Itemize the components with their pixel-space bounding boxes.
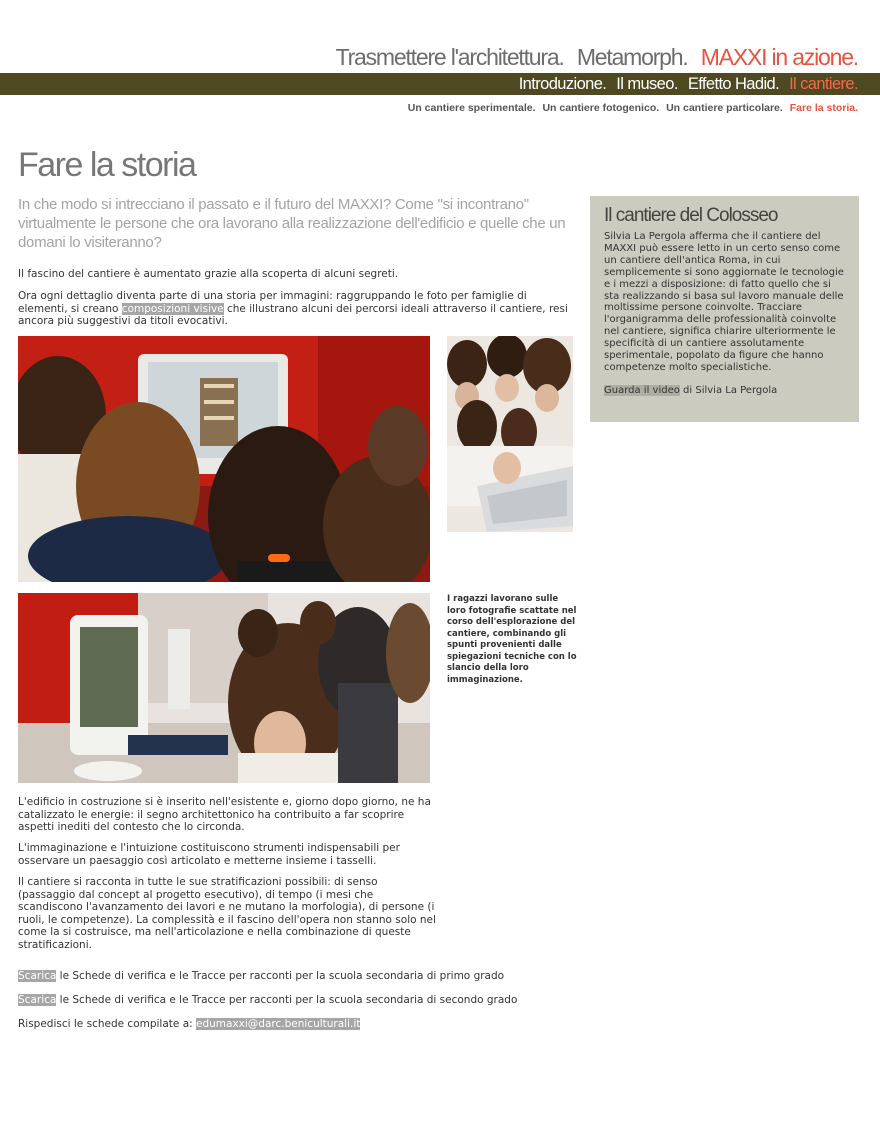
email-link[interactable]: edumaxxi@darc.beniculturali.it [196,1018,361,1030]
section-nav [513,73,858,95]
photo-students-at-monitor [18,336,430,582]
section-nav-item-cantiere[interactable]: Il cantiere. [789,75,858,93]
photo-girls-around-laptop-image [447,336,573,532]
sub-nav-item-particolare[interactable]: Un cantiere particolare. [666,102,783,114]
download-primo-grado [18,970,578,983]
sidebar-title: Il cantiere del Colosseo [604,205,778,226]
sidebar-text: Silvia La Pergola afferma che il cantiere del MAXXI può essere letto in un certo senso come un cantiere dell'antica Roma, in cui semplicemente si sono aggiornate le tecnologie e i mezzi a disposizione: di fatto quello che si sta realizzando si basa sul lavoro manuale delle moltissime persone coinvolte. Tracciare l'organigramma delle professionalità coinvolte nel cantiere, significa chiarire ulteriormente le specificità di un cantiere assolutamente sperimentale, popolato da figure che hanno competenze molto specialistiche. [604,231,844,373]
paragraph-stratificazioni: Il cantiere si racconta in tutte le sue stratificazioni possibili: di senso (passaggio dal concept al progetto esecutivo), di tempo (i mesi che scandiscono l'avanzamento dei lavori e ne mutano la morfologia), di persone (i ruoli, le competenze). La complessità e il fascino dell'opera non stanno solo nel come la si costruisce, ma nell'articolazione e nella combinazione di queste stratificazioni. [18,876,436,951]
video-link[interactable]: Guarda il video [604,384,680,396]
photo-computer-lab [18,593,430,783]
intro-text: In che modo si intrecciano il passato e il futuro del MAXXI? Come "si incontrano" virtualmente le persone che ora lavorano alla realizzazione dell'edificio e quelle che un domani lo visiteranno? [18,196,566,251]
paragraph-dettaglio-before: Ora ogni dettaglio diventa parte di una storia per immagini: raggruppando le foto per famiglie di elementi, si creano [18,290,527,315]
download-secondo-grado [18,994,578,1007]
section-nav-band [0,73,880,95]
video-link-suffix: di Silvia La Pergola [679,384,778,396]
section-nav-item-museo[interactable]: Il museo. [616,75,678,93]
photo-girls-around-laptop [447,336,573,532]
download-text-secondo-grado: le Schede di verifica e le Tracce per racconti per la scuola secondaria di secondo grado [56,994,518,1006]
paragraph-dettaglio [18,290,578,328]
section-nav-item-introduzione[interactable]: Introduzione. [518,75,607,93]
sub-nav [404,102,858,114]
send-forms-text: Rispedisci le schede compilate a: [18,1018,197,1030]
top-nav-item-trasmettere[interactable]: Trasmettere l'architettura. [335,44,564,70]
sub-nav-item-sperimentale[interactable]: Un cantiere sperimentale. [407,102,536,114]
photo-students-at-monitor-image [18,336,430,582]
section-nav-item-effetto-hadid[interactable]: Effetto Hadid. [687,75,780,93]
photo-caption: I ragazzi lavorano sulle loro fotografie scattate nel corso dell'esplorazione del cantiere, combinando gli spunti provenienti dalle spiegazioni tecniche con lo slancio della loro immaginazione. [447,594,577,685]
paragraph-dettaglio-after: che illustrano alcuni dei percorsi ideali attraverso il cantiere, resi ancora più suggestivi da titoli evocativi. [18,302,568,327]
paragraph-immaginazione: L'immaginazione e l'intuizione costituiscono strumenti indispensabili per osservare un paesaggio così articolato e metterne insieme i tasselli. [18,842,400,867]
paragraph-edificio: L'edificio in costruzione si è inserito nell'esistente e, giorno dopo giorno, ne ha catalizzato le energie: il segno architettonico ha contribuito a far scoprire aspetti inediti del contesto che lo circonda. [18,796,431,833]
download-link-primo-grado[interactable]: Scarica [18,970,57,982]
top-nav [328,44,858,71]
sidebar-video [604,385,847,396]
top-nav-item-maxxi-in-azione[interactable]: MAXXI in azione. [700,44,858,70]
download-link-secondo-grado[interactable]: Scarica [18,994,57,1006]
sub-nav-item-fotogenico[interactable]: Un cantiere fotogenico. [542,102,660,114]
download-text-primo-grado: le Schede di verifica e le Tracce per racconti per la scuola secondaria di primo grado [56,970,505,982]
paragraph-fascino: Il fascino del cantiere è aumentato grazie alla scoperta di alcuni segreti. [18,268,399,280]
send-forms [18,1018,578,1031]
photo-computer-lab-image [18,593,430,783]
sub-nav-item-fare-la-storia[interactable]: Fare la storia. [789,102,858,114]
composizioni-visive-link[interactable]: composizioni visive [121,302,224,315]
sidebar-colosseo [590,196,859,422]
page-title: Fare la storia [18,146,196,184]
top-nav-item-metamorph[interactable]: Metamorph. [576,44,688,70]
